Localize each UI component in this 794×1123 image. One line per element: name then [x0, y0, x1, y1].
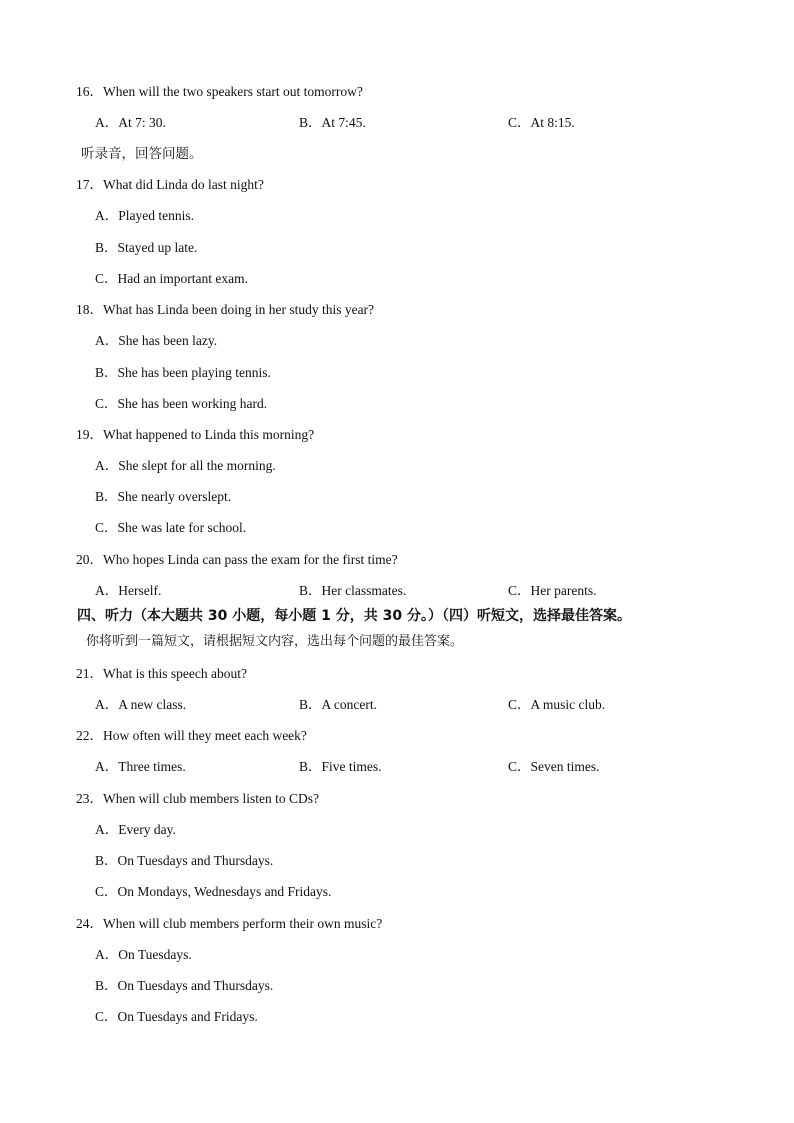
question-17: 17．What did Linda do last night?: [76, 177, 264, 192]
question-22: 22．How often will they meet each week?: [76, 728, 307, 743]
section-heading: 四、听力（本大题共 30 小题，每小题 1 分，共 30 分。）（四）听短文，选择最佳答案。: [77, 608, 631, 624]
q22-option-b: B．Five times.: [299, 759, 382, 774]
question-24: 24．When will club members perform their own music?: [76, 916, 383, 931]
q18-option-c: C．She has been working hard.: [95, 396, 268, 411]
question-23: 23．When will club members listen to CDs?: [76, 791, 319, 806]
q23-option-b: B．On Tuesdays and Thursdays.: [95, 853, 274, 868]
q23-option-a: A．Every day.: [95, 822, 176, 837]
q18-option-a: A．She has been lazy.: [95, 333, 218, 348]
instruction-section4: 你将听到一篇短文，请根据短文内容，选出每个问题的最佳答案。: [86, 634, 464, 649]
question-20: 20．Who hopes Linda can pass the exam for the first time?: [76, 552, 398, 567]
question-18: 18．What has Linda been doing in her study this year?: [76, 302, 375, 317]
q18-option-b: B．She has been playing tennis.: [95, 365, 271, 380]
question-16: 16．When will the two speakers start out tomorrow?: [76, 84, 363, 99]
q24-option-b: B．On Tuesdays and Thursdays.: [95, 978, 274, 993]
q17-option-a: A．Played tennis.: [95, 208, 194, 223]
q24-option-c: C．On Tuesdays and Fridays.: [95, 1009, 258, 1024]
q21-option-b: B．A concert.: [299, 697, 377, 712]
q22-option-a: A．Three times.: [95, 759, 186, 774]
q19-option-a: A．She slept for all the morning.: [95, 458, 276, 473]
q24-option-a: A．On Tuesdays.: [95, 947, 192, 962]
q23-option-c: C．On Mondays, Wednesdays and Fridays.: [95, 884, 332, 899]
q21-option-c: C．A music club.: [508, 697, 606, 712]
instruction-listen: 听录音，回答问题。: [81, 146, 203, 162]
q17-option-b: B．Stayed up late.: [95, 240, 198, 255]
q20-option-a: A．Herself.: [95, 583, 162, 598]
q19-option-b: B．She nearly overslept.: [95, 489, 232, 504]
q20-option-b: B．Her classmates.: [299, 583, 407, 598]
q19-option-c: C．She was late for school.: [95, 520, 247, 535]
q17-option-c: C．Had an important exam.: [95, 271, 248, 286]
question-19: 19．What happened to Linda this morning?: [76, 427, 315, 442]
q21-option-a: A．A new class.: [95, 697, 187, 712]
q16-option-a: A．At 7: 30.: [95, 115, 166, 130]
q22-option-c: C．Seven times.: [508, 759, 600, 774]
q16-option-c: C．At 8:15.: [508, 115, 575, 130]
question-21: 21．What is this speech about?: [76, 666, 247, 681]
q20-option-c: C．Her parents.: [508, 583, 597, 598]
q16-option-b: B．At 7:45.: [299, 115, 366, 130]
